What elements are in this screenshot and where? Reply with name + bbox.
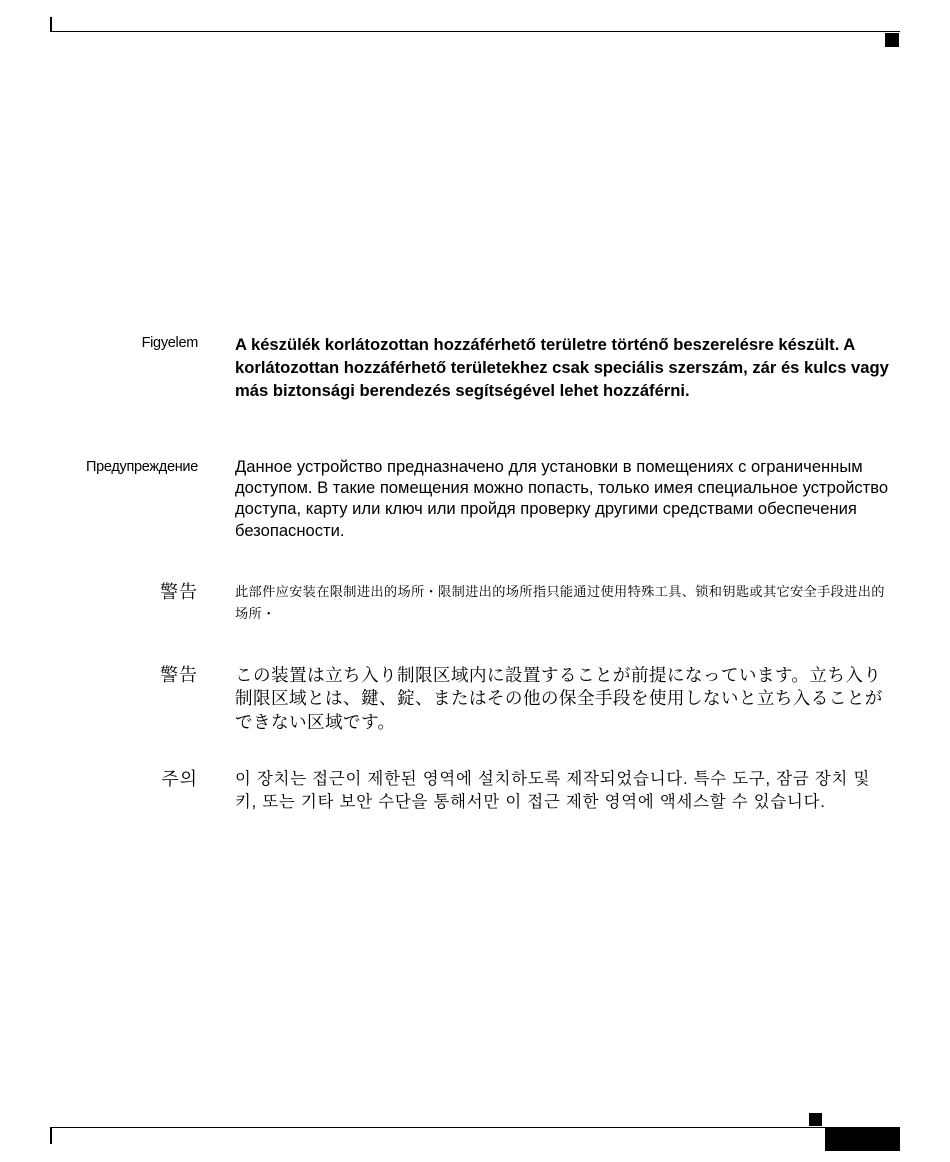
warning-label-chinese: 警告 [160,582,198,602]
footer-corner-mark [809,1113,822,1126]
warning-label-hungarian: Figyelem [141,335,198,351]
header-rule [50,31,900,32]
footer-tick-mark [50,1128,52,1144]
warning-text-japanese: この装置は立ち入り制限区域内に設置することが前提になっています。立ち入り制限区域とは、鍵、錠、またはその他の保全手段を使用しないと立ち入ることができない区域です。 [235,665,883,732]
warning-label-russian: Предупреждение [86,459,198,475]
header-corner-mark [885,33,899,47]
warning-label-japanese: 警告 [160,665,198,685]
warning-text-chinese: 此部件应安装在限制进出的场所・限制进出的场所指只能通过使用特殊工具、锁和钥匙或其它安全手段进出的场所・ [235,584,885,621]
header-tick-mark [50,17,52,32]
footer-page-tab [825,1127,900,1151]
warning-text-korean: 이 장치는 접근이 제한된 영역에 설치하도록 제작되었습니다. 특수 도구, 잠금 장치 및 키, 또는 기타 보안 수단을 통해서만 이 접근 제한 영역에 액세스할 수 있습니다. [235,770,871,812]
warning-text-hungarian: A készülék korlátozottan hozzáférhető területre történő beszerelésre készült. A korlátozottan hozzáférhető területekhez csak speciális szerszám, zár és kulcs vagy más biztonsági berendezés segítségével lehet hozzáférni. [235,335,889,401]
warning-label-korean: 주의 [161,769,198,789]
footer-rule [50,1127,900,1128]
warning-text-russian: Данное устройство предназначено для установки в помещениях с ограниченным доступом. В такие помещения можно попасть, только имея специальное устройство доступа, карту или ключ или пройдя проверку другими средствами обеспечения безопасности. [235,457,889,540]
